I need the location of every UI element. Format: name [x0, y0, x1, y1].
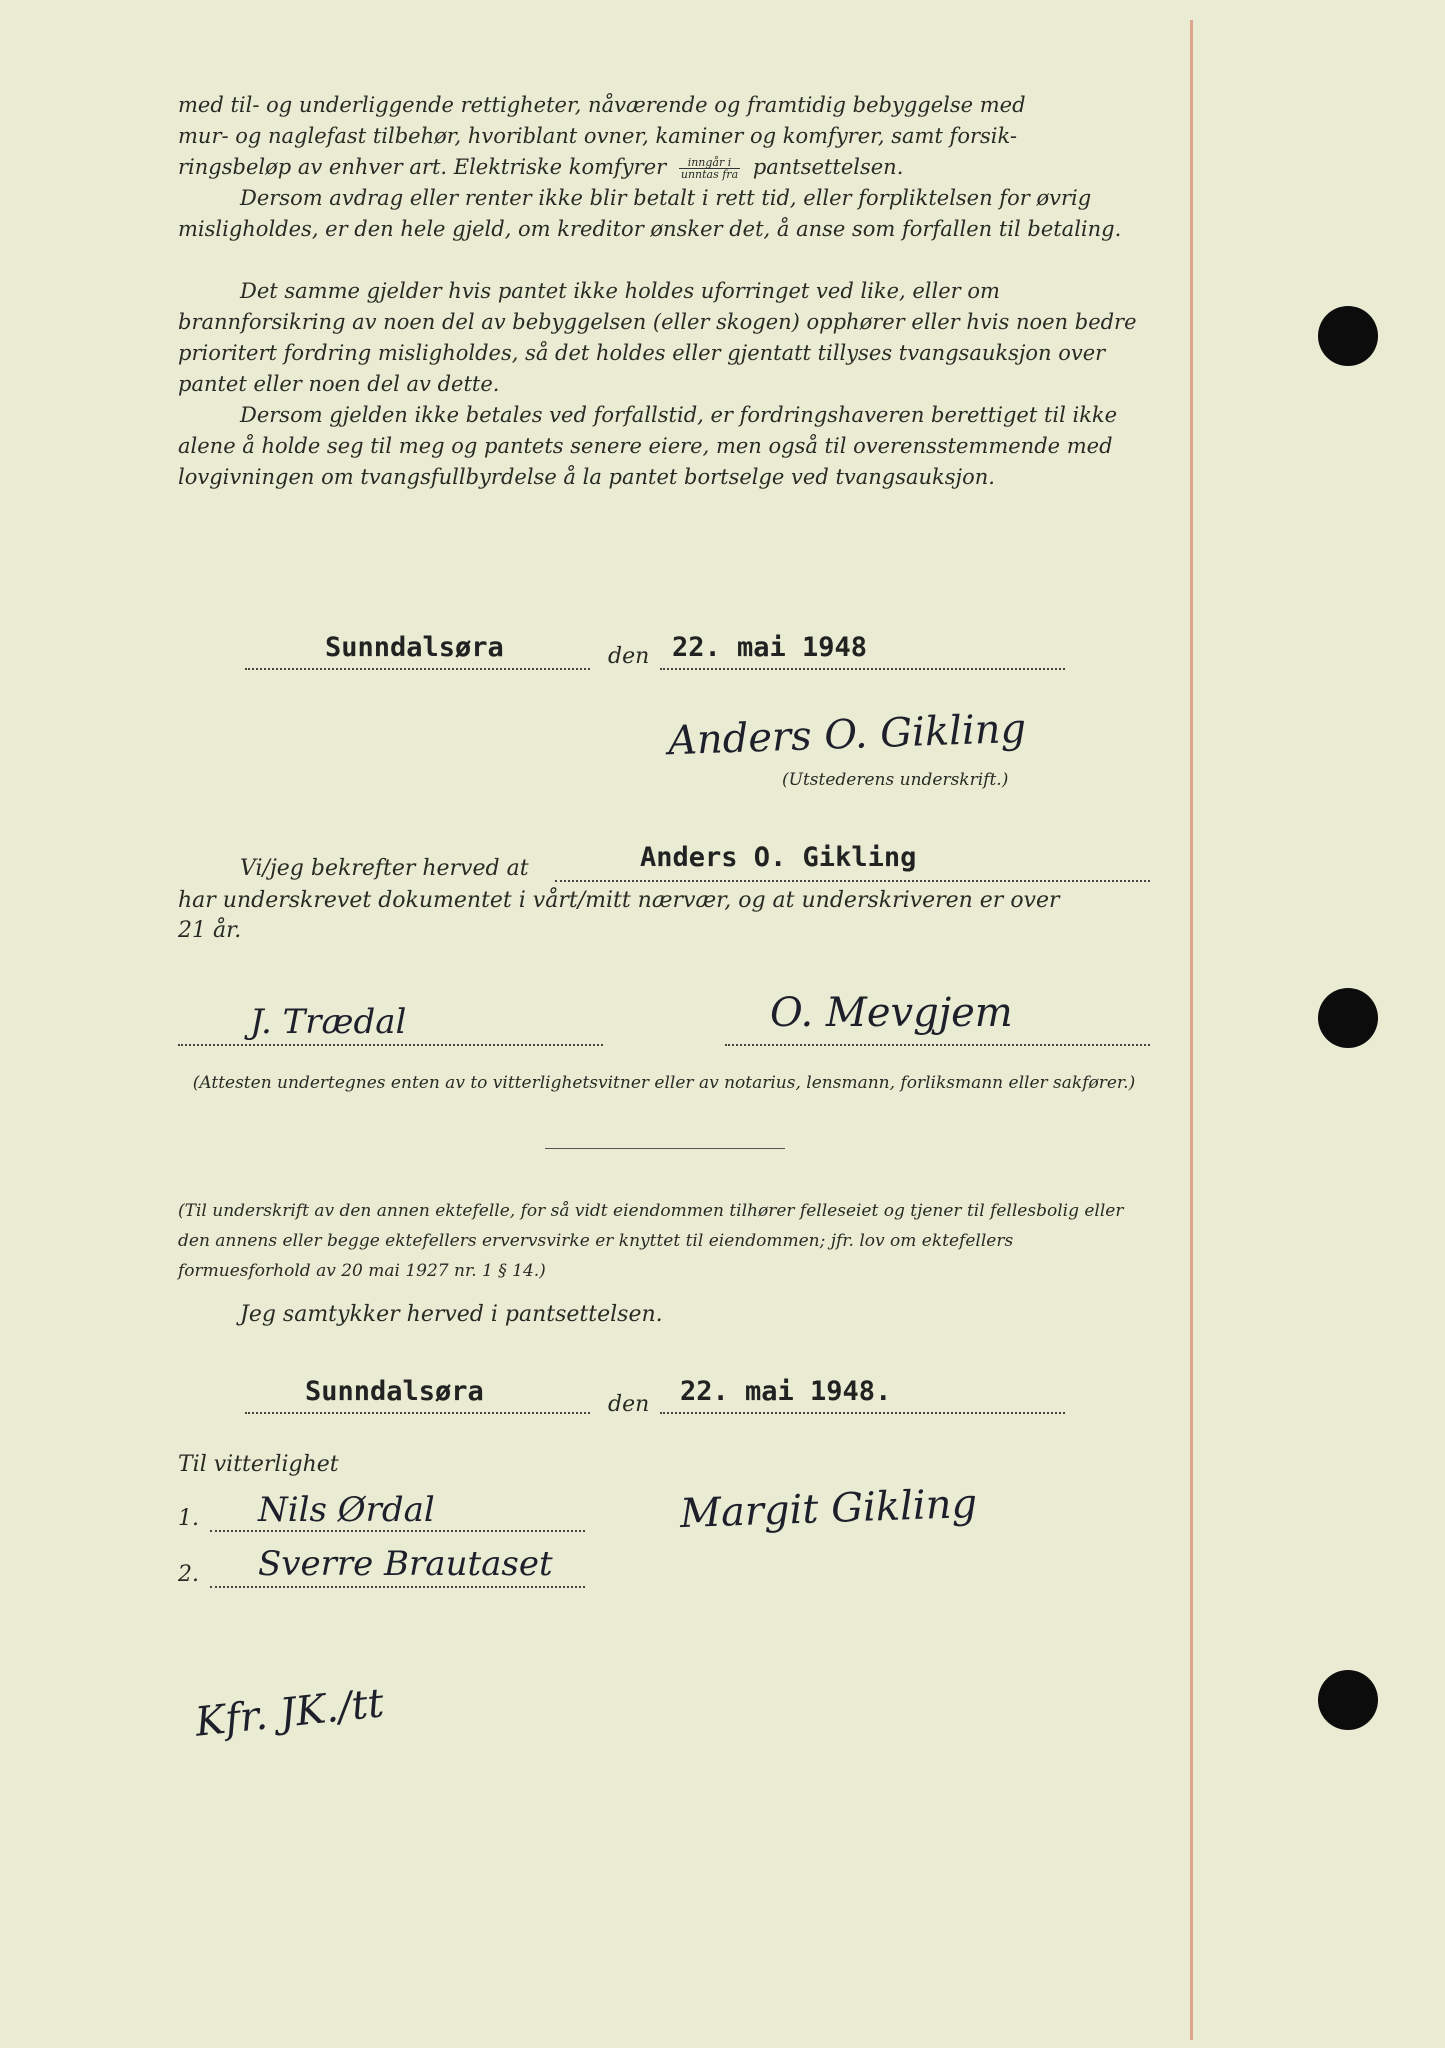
witness-1-dotted-line: [178, 1044, 603, 1046]
attest-note: (Attesten undertegnes enten av to vitterlighetsvitner eller av notarius, lensmann, forliksmann eller sakfører.): [192, 1073, 1136, 1093]
attest-witness-2-signature: O. Mevgjem: [770, 990, 1013, 1036]
fraction-bottom: unntas fra: [680, 168, 739, 181]
spouse-note: (Til underskrift av den annen ektefelle, for så vidt eiendommen tilhører felleseiet og tjener til fellesbolig eller den annens eller begge ektefellers ervervsvirke er knyttet til eiendommen; jfr. lov om ektefellers formuesforhold av 20 mai 1927 nr. 1 § 14.): [178, 1201, 1124, 1281]
attest-witness-1-signature: J. Trædal: [250, 1002, 407, 1042]
spouse-date-dotted-line: [660, 1412, 1065, 1414]
terms-line-3: [178, 152, 1150, 183]
margin-rule: [1190, 20, 1193, 2040]
punch-hole: [1318, 988, 1378, 1048]
terms-line-3-start: ringsbeløp av enhver art. Elektriske komfyrer: [178, 155, 667, 179]
attest-line-2: har underskrevet dokumentet i vårt/mitt nærvær, og at underskriveren er over: [178, 888, 1060, 913]
spouse-place: Sunndalsøra: [305, 1376, 484, 1407]
stove-choice-fraction: [679, 157, 740, 180]
spouse-date: 22. mai 1948.: [680, 1376, 892, 1407]
section-divider: [545, 1148, 785, 1149]
spouse-witness-2-signature: Sverre Brautaset: [258, 1544, 553, 1584]
attest-intro: Vi/jeg bekrefter herved at: [240, 856, 529, 881]
place-dotted-line: [245, 668, 590, 670]
issue-date: 22. mai 1948: [672, 632, 868, 663]
terms-paragraph-insurance: Det samme gjelder hvis pantet ikke holdes uforringet ved like, eller om brannforsikring av noen del av bebyggelsen (eller skogen) opphører eller hvis noen bedre prioritert fordring misligholdes, så det holdes eller gjentatt tillyses tvangsauksjon over pantet eller noen del av dette.: [178, 279, 1137, 396]
date-dotted-line: [660, 668, 1065, 670]
witness-number-1: 1.: [178, 1506, 199, 1531]
witness-number-2: 2.: [178, 1562, 199, 1587]
attest-name: Anders O. Gikling: [640, 842, 917, 873]
punch-hole: [1318, 306, 1378, 366]
spouse-signature: Margit Gikling: [679, 1480, 978, 1538]
terms-paragraph-default: Dersom avdrag eller renter ikke blir betalt i rett tid, eller forpliktelsen for øvrig misligholdes, er den hele gjeld, om kreditor ønsker det, å anse som forfallen til betaling.: [178, 186, 1122, 241]
spouse-den-label: den: [608, 1392, 650, 1417]
terms-paragraph-auction: Dersom gjelden ikke betales ved forfallstid, er fordringshaveren berettiget til ikke alene å holde seg til meg og pantets senere eiere, men også til overensstemmende med lovgivningen om tvangsfullbyrdelse å la pantet bortselge ved tvangsauksjon.: [178, 403, 1118, 489]
issue-place: Sunndalsøra: [325, 632, 504, 663]
terms-line-3-end: pantsettelsen.: [752, 155, 904, 179]
spouse-witness-1-dotted-line: [210, 1530, 585, 1532]
witness-2-dotted-line: [725, 1044, 1150, 1046]
witness-heading: Til vitterlighet: [178, 1452, 339, 1477]
terms-line-1: med til- og underliggende rettigheter, nåværende og framtidig bebyggelse med: [178, 93, 1026, 117]
spouse-consent: Jeg samtykker herved i pantsettelsen.: [240, 1302, 663, 1327]
margin-handwritten-note: Kfr. JK./tt: [193, 1680, 386, 1746]
issue-den-label: den: [608, 644, 650, 669]
spouse-witness-2-dotted-line: [210, 1586, 585, 1588]
spouse-place-dotted-line: [245, 1412, 590, 1414]
fraction-top: inngår i: [679, 157, 740, 169]
attest-line-3: 21 år.: [178, 918, 242, 943]
issuer-signature-label: (Utstederens underskrift.): [782, 770, 1009, 790]
attest-name-dotted-line: [555, 880, 1150, 882]
punch-hole: [1318, 1670, 1378, 1730]
terms-line-2: mur- og naglefast tilbehør, hvoriblant ovner, kaminer og komfyrer, samt forsik-: [178, 124, 1017, 148]
spouse-witness-1-signature: Nils Ørdal: [258, 1490, 435, 1530]
issuer-signature: Anders O. Gikling: [667, 705, 1027, 765]
